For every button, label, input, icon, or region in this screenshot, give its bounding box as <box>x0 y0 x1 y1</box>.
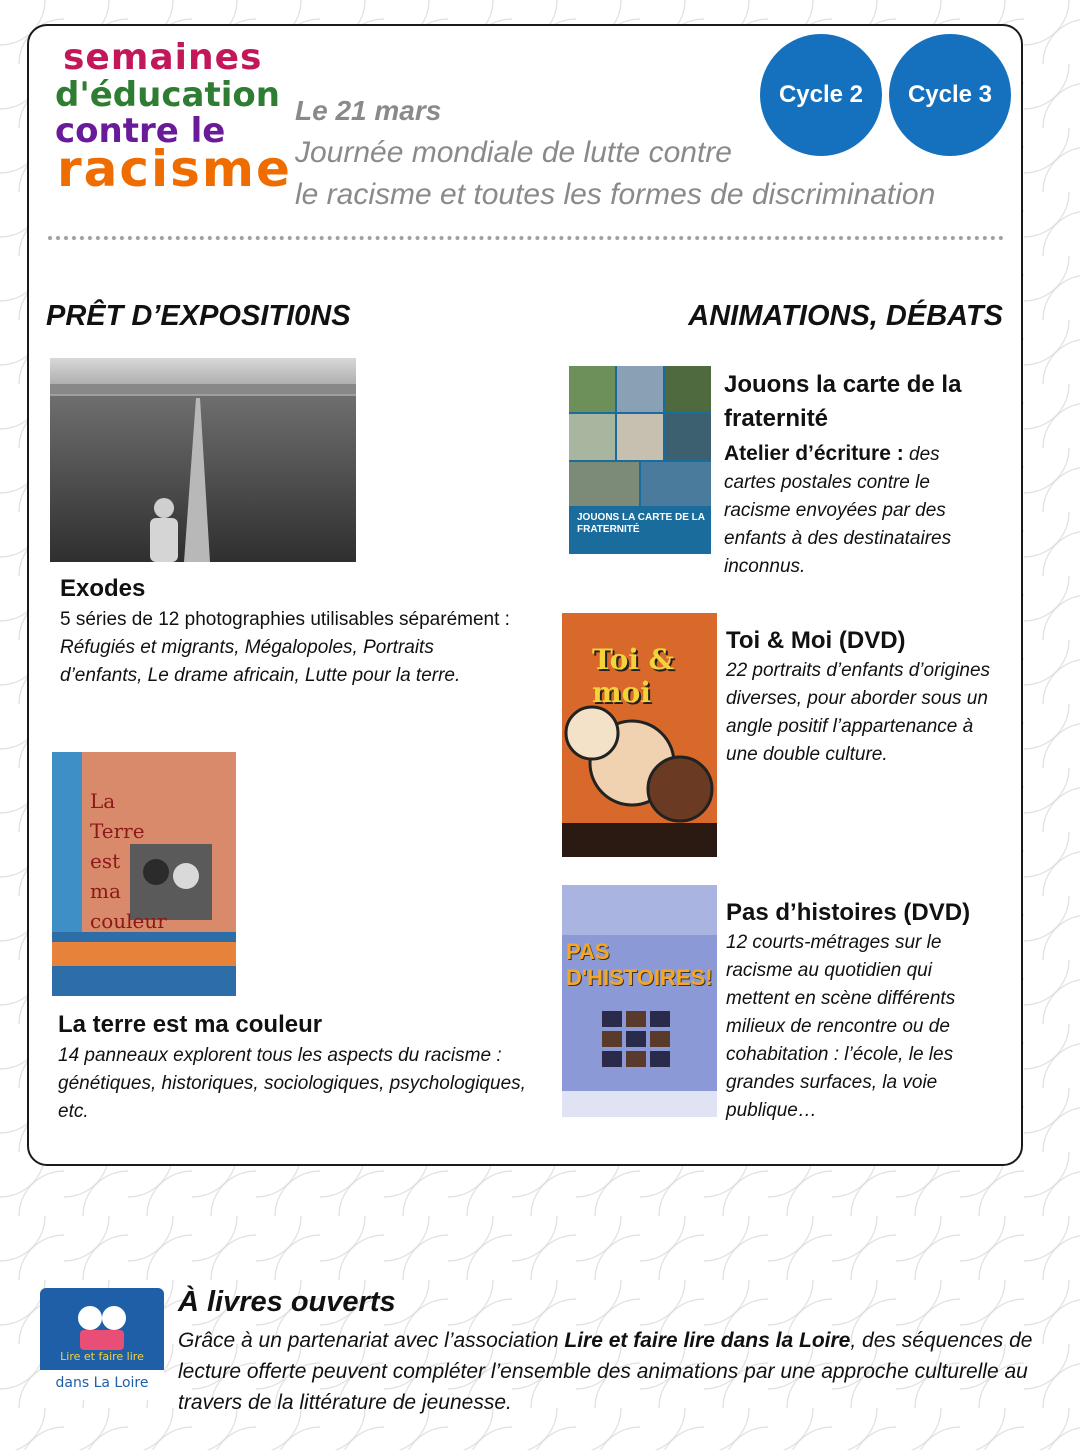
item-title-exodes: Exodes <box>60 575 146 602</box>
cover-title: PAS D'HISTOIRES! <box>566 939 713 990</box>
toi-moi-cover <box>562 613 717 857</box>
poster-word: Terre <box>90 819 145 843</box>
item-desc-pas-histoires: 12 courts-métrages sur le racisme au quotidien qui mettent en scène différents milieux de rencontre ou de cohabitation : l’école, le les grandes surfaces, la voie publique… <box>726 932 956 1121</box>
item-title-toi-moi: Toi & Moi (DVD) <box>726 627 906 654</box>
item-desc-exodes <box>60 606 520 690</box>
headline-line: le racisme et toutes les formes de discrimination <box>295 178 936 211</box>
poster-word: couleur <box>90 909 167 933</box>
item-subtitle: Atelier d’écriture : <box>724 442 904 465</box>
section-title-expositions: PRÊT D’EXPOSITI0NS <box>46 300 351 332</box>
item-desc-italic: Réfugiés et migrants, Mégalopoles, Portraits d’enfants, Le drame africain, Lutte pour la terre. <box>60 637 461 686</box>
footer-text <box>178 1325 1038 1418</box>
item-desc-toi-moi: 22 portraits d’enfants d’origines diverses, pour aborder sous un angle positif l’appartenance à une double culture. <box>726 660 991 765</box>
item-title-jouons: Jouons la carte de la fraternité <box>724 371 962 432</box>
lire-et-faire-lire-logo <box>40 1288 164 1391</box>
terre-couleur-poster <box>52 752 236 996</box>
dotted-divider <box>48 236 1004 240</box>
item-title-pas-histoires: Pas d’histoires (DVD) <box>726 899 971 926</box>
item-desc-italic: des cartes postales contre le racisme envoyées par des enfants à des destinataires inconnus. <box>724 444 952 577</box>
cover-title: Toi & moi <box>592 643 674 709</box>
logo-line: contre le <box>55 111 226 151</box>
item-desc-text: 5 séries de 12 photographies utilisables séparément : <box>60 609 510 630</box>
semaines-education-logo <box>55 37 292 200</box>
logo-line: semaines <box>63 37 263 78</box>
footer-association-name: Lire et faire lire dans la Loire <box>564 1329 851 1352</box>
item-desc-jouons <box>724 440 994 581</box>
logo-text: dans La Loire <box>40 1370 164 1400</box>
item-desc-terre: 14 panneaux explorent tous les aspects du racisme : génétiques, historiques, sociologiques, psychologiques, etc. <box>58 1045 526 1122</box>
item-title-terre: La terre est ma couleur <box>58 1011 323 1038</box>
logo-text: Lire et faire lire <box>60 1350 144 1363</box>
poster-word: ma <box>90 879 121 903</box>
cover-title: JOUONS LA CARTE DE LA FRATERNITÉ <box>577 512 705 535</box>
jouons-cover <box>569 366 711 570</box>
poster-word: La <box>90 789 116 813</box>
footer-title: À livres ouverts <box>178 1286 396 1318</box>
headline-line: Journée mondiale de lutte contre <box>295 136 732 169</box>
cycle-2-badge: Cycle 2 <box>760 34 882 156</box>
logo-line: racisme <box>57 140 292 198</box>
poster-word: est <box>90 849 121 873</box>
logo-line: d'éducation <box>55 75 280 115</box>
cover-footer <box>569 554 711 570</box>
section-title-animations: ANIMATIONS, DÉBATS <box>688 300 1003 332</box>
exodes-photo <box>50 358 356 562</box>
pas-histoires-cover <box>562 885 717 1117</box>
headline-date: Le 21 mars <box>295 95 442 126</box>
footer-text-part: Grâce à un partenariat avec l’association <box>178 1329 565 1352</box>
cycle-3-badge: Cycle 3 <box>889 34 1011 156</box>
footer-text-part: , des séquences de lecture offerte peuvent compléter l’ensemble des animations par une approche culturelle au travers de la littérature de jeunesse. <box>178 1329 1033 1414</box>
